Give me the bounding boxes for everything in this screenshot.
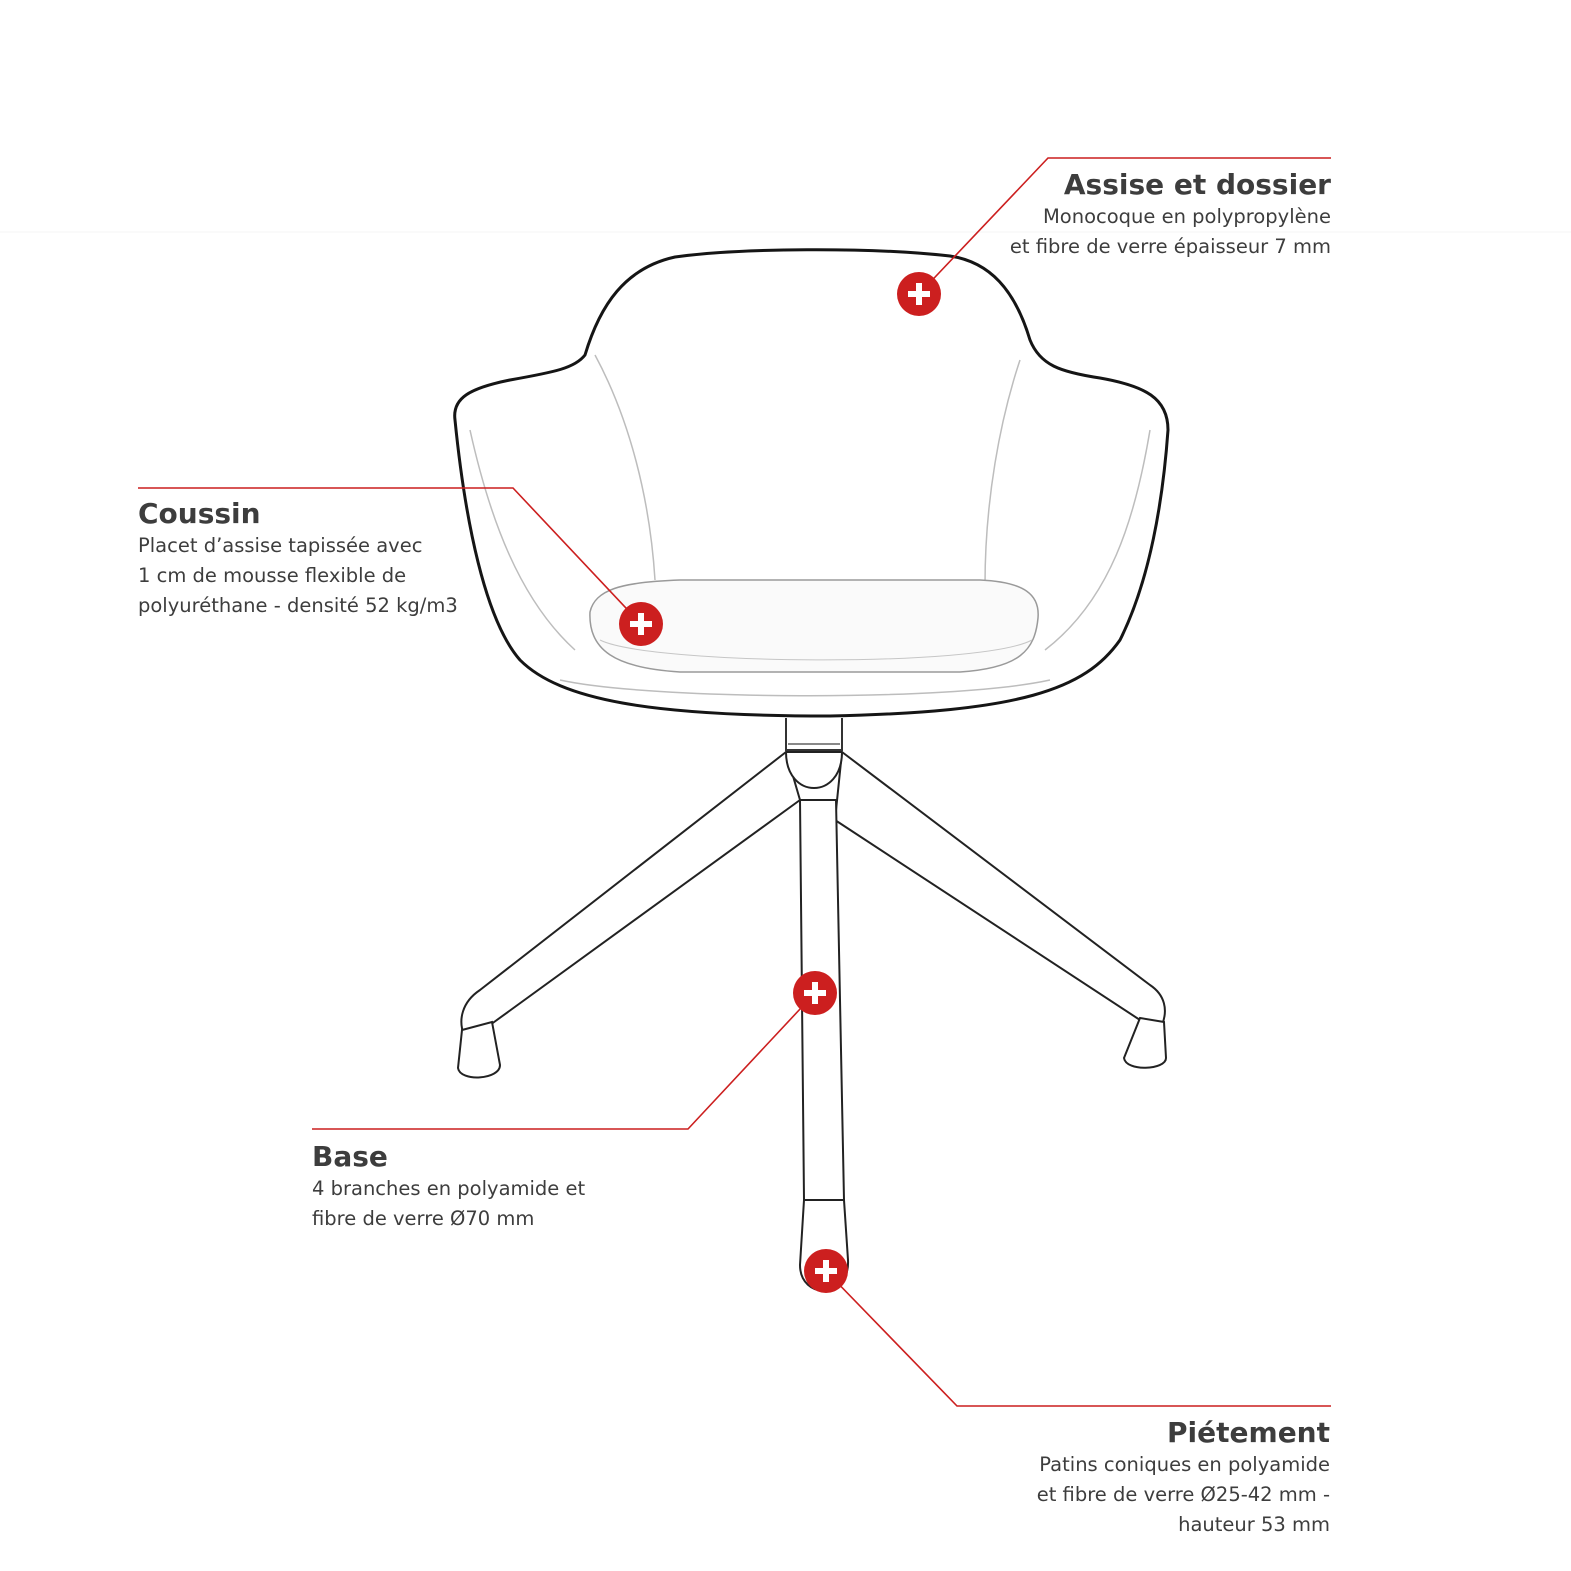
annotation-line: 4 branches en polyamide et bbox=[312, 1177, 586, 1200]
annotation-line: et fibre de verre Ø25-42 mm - bbox=[1036, 1483, 1330, 1506]
leader-line-base bbox=[312, 993, 815, 1129]
annotation-title: Base bbox=[312, 1140, 388, 1173]
annotation-pietement bbox=[1037, 1416, 1330, 1540]
annotation-title: Piétement bbox=[1167, 1416, 1330, 1449]
annotation-line: hauteur 53 mm bbox=[1178, 1513, 1330, 1536]
hotspot-base[interactable] bbox=[793, 971, 837, 1015]
annotation-line: Placet d’assise tapissée avec bbox=[138, 534, 423, 557]
annotation-title: Coussin bbox=[138, 497, 261, 530]
annotation-line: polyuréthane - densité 52 kg/m3 bbox=[138, 594, 458, 617]
leader-line-pietement bbox=[826, 1271, 1331, 1406]
annotation-line: Patins coniques en polyamide bbox=[1039, 1453, 1330, 1476]
annotation-line: et fibre de verre épaisseur 7 mm bbox=[1009, 235, 1331, 258]
annotation-assise bbox=[1010, 168, 1331, 262]
hotspot-pietement[interactable] bbox=[804, 1249, 848, 1293]
annotation-coussin bbox=[138, 497, 458, 621]
swivel-column bbox=[786, 718, 842, 750]
hotspot-assise[interactable] bbox=[897, 272, 941, 316]
annotation-line: 1 cm de mousse flexible de bbox=[138, 564, 407, 587]
annotation-base bbox=[312, 1140, 585, 1234]
annotation-line: Monocoque en polypropylène bbox=[1042, 205, 1331, 228]
annotation-title: Assise et dossier bbox=[1063, 168, 1331, 201]
annotation-line: fibre de verre Ø70 mm bbox=[312, 1207, 535, 1230]
hotspot-coussin[interactable] bbox=[619, 602, 663, 646]
